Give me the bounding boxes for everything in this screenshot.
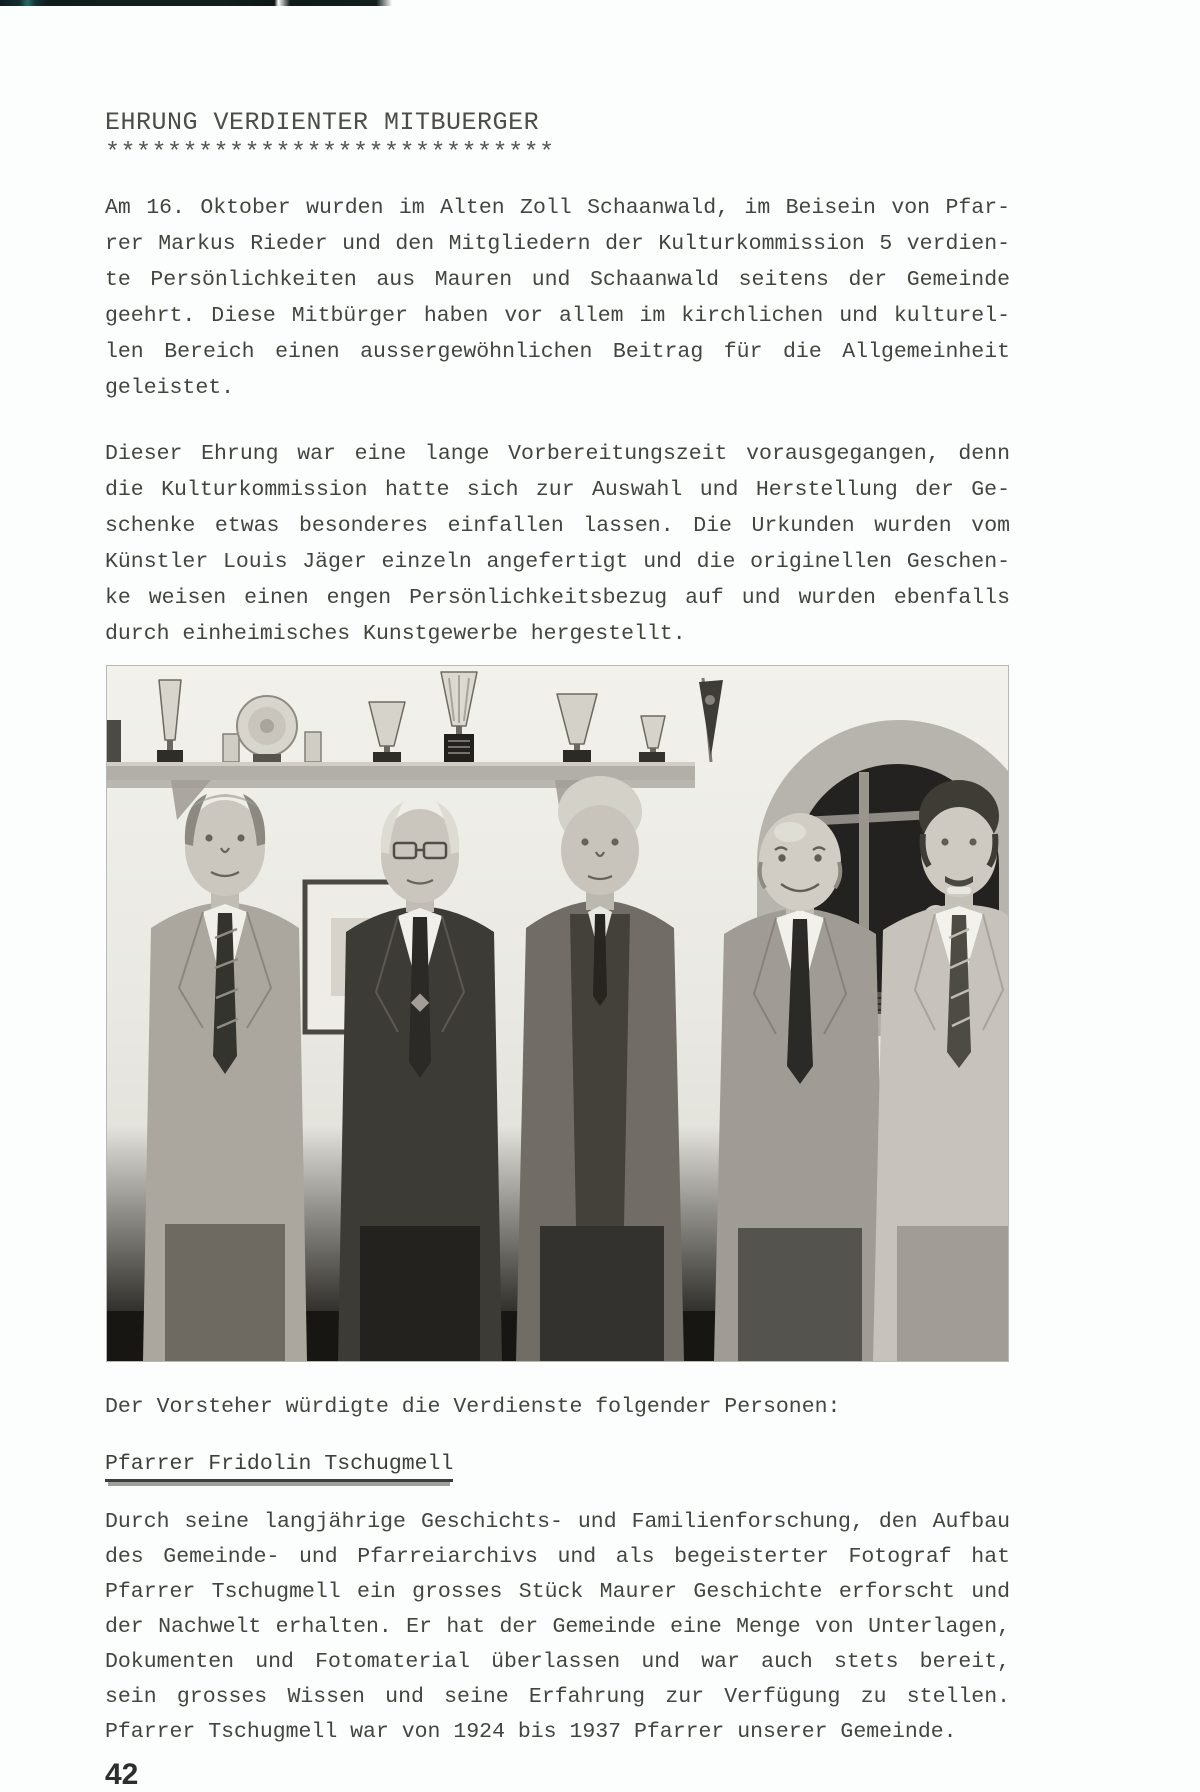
- page-title: EHRUNG VERDIENTER MITBUERGER: [105, 108, 540, 137]
- group-photo: [107, 666, 1008, 1361]
- text-line: rer Markus Rieder und den Mitgliedern der Kulturkommission 5 verdien-: [105, 232, 1010, 256]
- text-line: te Persönlichkeiten aus Mauren und Schaanwald seitens der Gemeinde: [105, 268, 1010, 292]
- text-line: geehrt. Diese Mitbürger haben vor allem im kirchlichen und kulturel-: [105, 304, 1010, 328]
- page-content: [105, 0, 1010, 1792]
- page-number: 42: [105, 1758, 139, 1791]
- text-line: Künstler Louis Jäger einzeln angefertigt und die originellen Geschen-: [105, 550, 1010, 574]
- text-line: der Nachwelt erhalten. Er hat der Gemeinde eine Menge von Unterlagen,: [105, 1615, 1010, 1639]
- text-line: Pfarrer Tschugmell ein grosses Stück Maurer Geschichte erforscht und: [105, 1580, 1010, 1604]
- text-line: Dokumenten und Fotomaterial überlassen und war auch stets bereit,: [105, 1650, 1010, 1674]
- text-line: Dieser Ehrung war eine lange Vorbereitungszeit vorausgegangen, denn: [105, 442, 1010, 466]
- text-line: des Gemeinde- und Pfarreiarchivs und als begeisterter Fotograf hat: [105, 1545, 1010, 1569]
- text-line: Durch seine langjährige Geschichts- und Familienforschung, den Aufbau: [105, 1510, 1010, 1534]
- section-heading: Pfarrer Fridolin Tschugmell: [105, 1449, 1010, 1479]
- text-line: sein grosses Wissen und seine Erfahrung zur Verfügung zu stellen.: [105, 1685, 1010, 1709]
- scan-artifact-bar: [0, 0, 392, 6]
- text-line: geleistet.: [105, 376, 235, 400]
- text-line: Am 16. Oktober wurden im Alten Zoll Schaanwald, im Beisein von Pfar-: [105, 196, 1010, 220]
- paragraph-1: [105, 190, 1010, 406]
- text-line: Pfarrer Tschugmell war von 1924 bis 1937 Pfarrer unserer Gemeinde.: [105, 1720, 957, 1744]
- text-line: durch einheimisches Kunstgewerbe hergestellt.: [105, 622, 686, 646]
- text-line: schenke etwas besonderes einfallen lassen. Die Urkunden wurden vom: [105, 514, 1010, 538]
- paragraph-2: [105, 436, 1010, 652]
- text-line: len Bereich einen aussergewöhnlichen Beitrag für die Allgemeinheit: [105, 340, 1010, 364]
- text-line: die Kulturkommission hatte sich zur Auswahl und Herstellung der Ge-: [105, 478, 1010, 502]
- text-line: ke weisen einen engen Persönlichkeitsbezug auf und wurden ebenfalls: [105, 586, 1010, 610]
- intro-line: Der Vorsteher würdigte die Verdienste folgender Personen:: [105, 1395, 841, 1419]
- title-underline-asterisks: *****************************: [105, 138, 555, 167]
- paragraph-3: [105, 1505, 1010, 1750]
